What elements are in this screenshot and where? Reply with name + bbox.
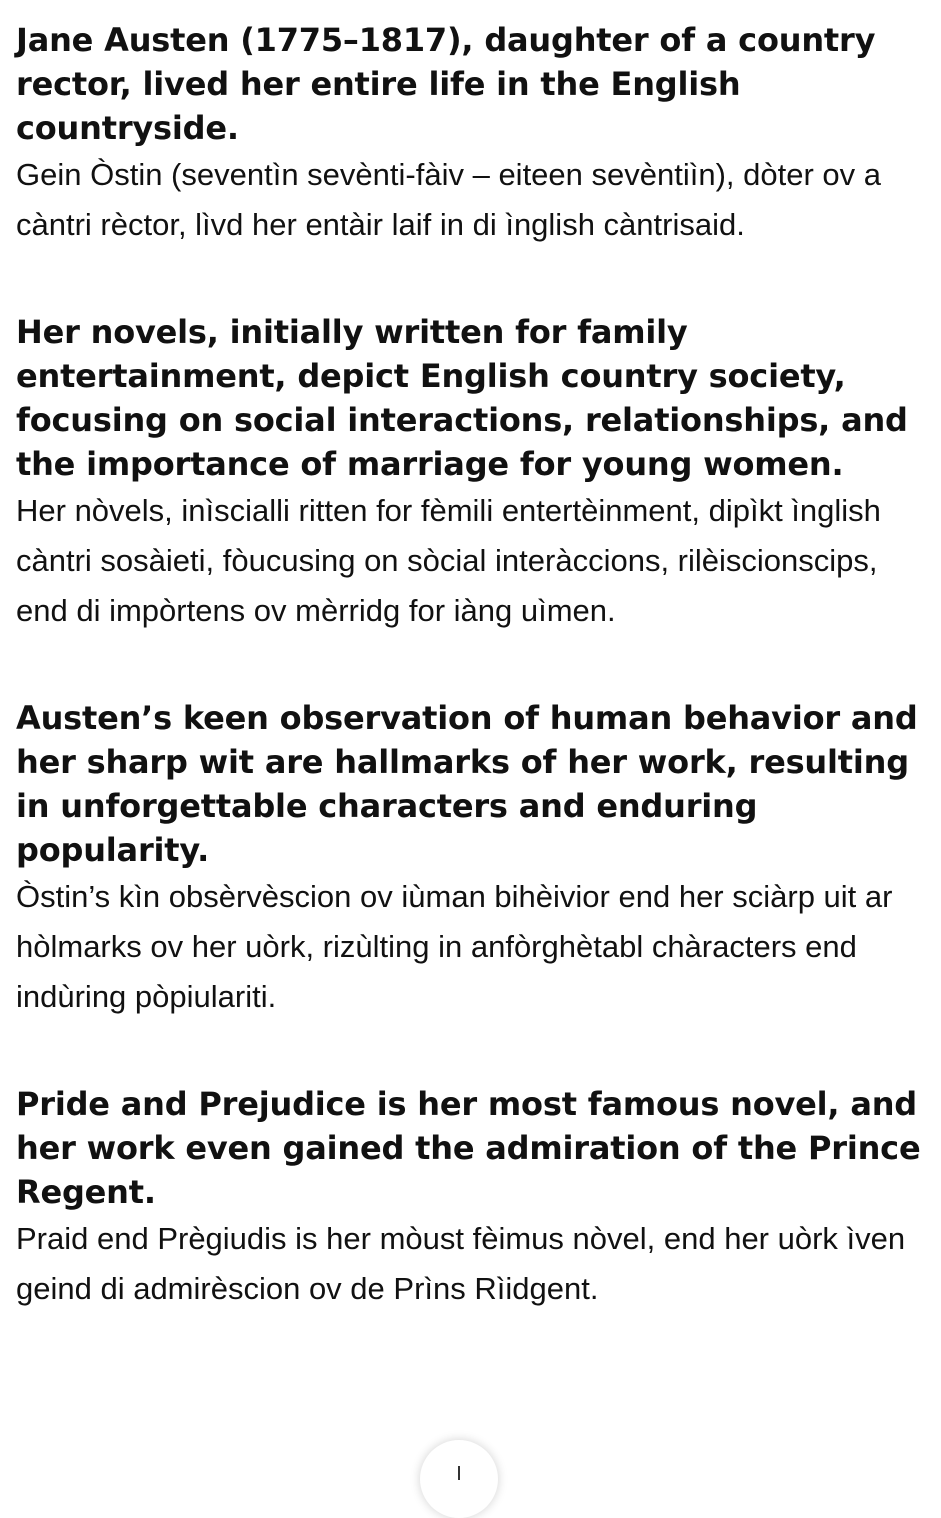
reading-content xyxy=(16,18,921,1374)
phonetic-transcription: Her nòvels, inìscialli ritten for fèmili entertèinment, dipìkt ìnglish càntri sosàieti, fòucusing on sòcial interàccions, rilèiscionscips, end di impòrtens ov mèrridg for iàng uìmen. xyxy=(16,493,881,628)
paragraph-section xyxy=(16,1082,921,1314)
paragraph-section xyxy=(16,696,921,1022)
scroll-handle-icon xyxy=(458,1466,460,1480)
paragraph-section xyxy=(16,18,921,250)
paragraph-section xyxy=(16,310,921,636)
phonetic-transcription: Òstin’s kìn obsèrvèscion ov iùman bihèivior end her sciàrp uit ar hòlmarks ov her uòrk, rizùlting in anfòrghètabl chàracters end indùring pòpiulariti. xyxy=(16,879,893,1014)
phonetic-transcription: Gein Òstin (seventìn sevènti-fàiv – eiteen sevèntiìn), dòter ov a càntri rèctor, lìvd her entàir laif in di ìnglish càntrisaid. xyxy=(16,157,882,242)
english-sentence: Pride and Prejudice is her most famous novel, and her work even gained the admiration of the Prince Regent. xyxy=(16,1085,921,1211)
english-sentence: Jane Austen (1775–1817), daughter of a country rector, lived her entire life in the English countryside. xyxy=(16,21,876,147)
scroll-handle-button[interactable] xyxy=(420,1440,498,1518)
english-sentence: Her novels, initially written for family entertainment, depict English country society, focusing on social interactions, relationships, and the importance of marriage for young women. xyxy=(16,313,908,483)
english-sentence: Austen’s keen observation of human behavior and her sharp wit are hallmarks of her work, resulting in unforgettable characters and enduring popularity. xyxy=(16,699,918,869)
phonetic-transcription: Praid end Prègiudis is her mòust fèimus nòvel, end her uòrk ìven geind di admirèscion ov de Prìns Rìidgent. xyxy=(16,1221,906,1306)
